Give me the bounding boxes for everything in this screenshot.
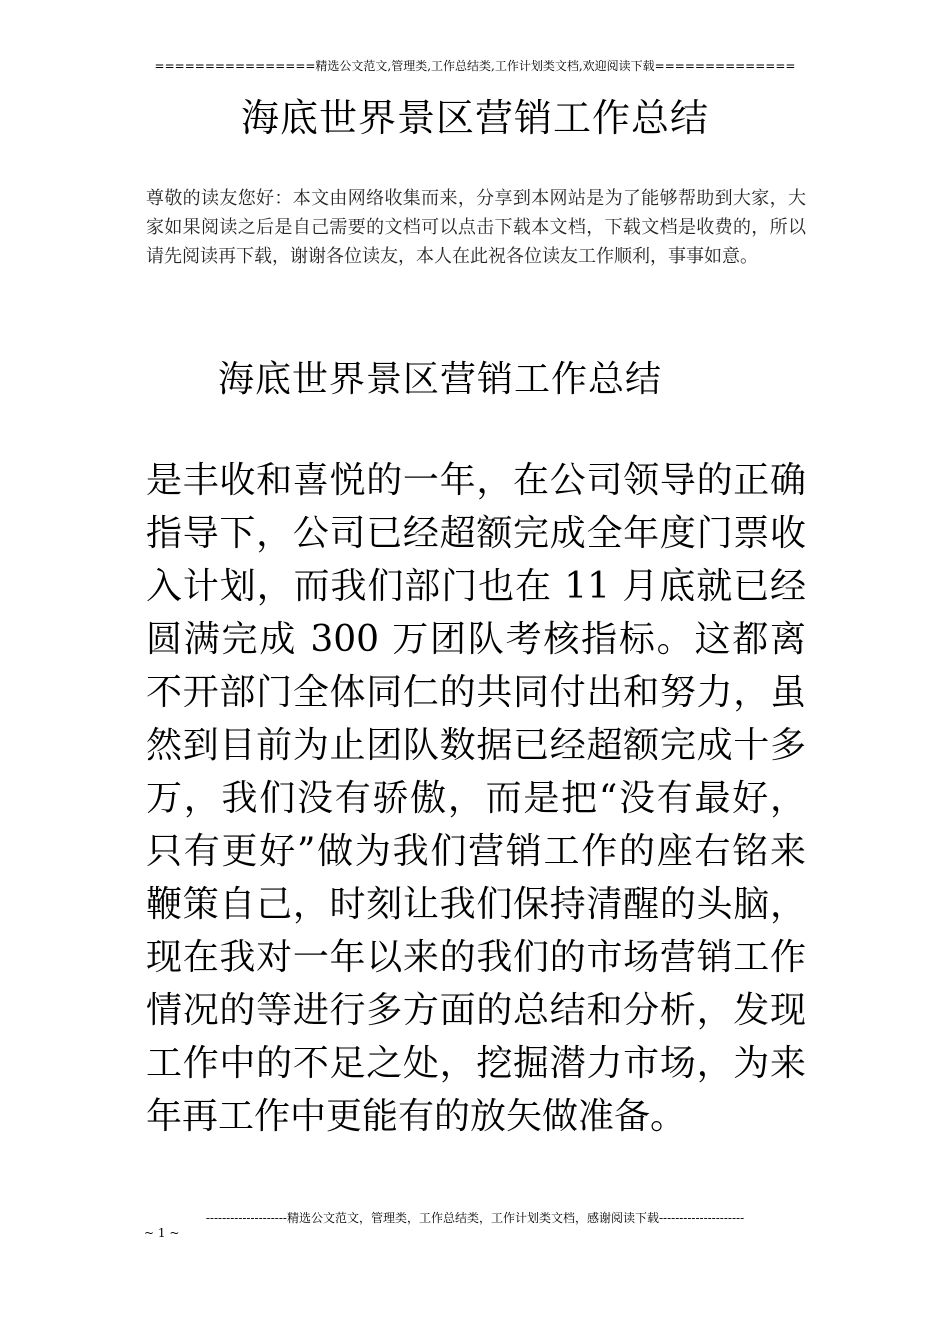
document-subtitle: 海底世界景区营销工作总结 (218, 359, 663, 400)
page-number: ~ 1 ~ (144, 1226, 180, 1240)
document-title: 海底世界景区营销工作总结 (240, 96, 709, 140)
body-paragraph: 是丰收和喜悦的一年，在公司领导的正确指导下，公司已经超额完成全年度门票收入计划，而我们部门也在 11 月底就已经圆满完成 300 万团队考核指标。这都离不开部门全体同仁的共同付出和努力，虽然到目前为止团队数据已经超额完成十多万，我们没有骄傲，而是把“没有最好，只有更好”做为我们营销工作的座右铭来鞭策自己，时刻让我们保持清醒的头脑，现在我对一年以来的我们的市场营销工作情况的等进行多方面的总结和分析，发现工作中的不足之处，挖掘潜力市场，为来年再工作中更能有的放矢做准备。 (146, 460, 806, 1137)
header-banner: ================精选公文范文,管理类,工作总结类,工作计划类文档,欢迎阅读下载============== (154, 59, 796, 73)
reader-notice: 尊敬的读友您好：本文由网络收集而来，分享到本网站是为了能够帮助到大家，大家如果阅读之后是自己需要的文档可以点击下载本文档，下载文档是收费的，所以请先阅读再下载，谢谢各位读友，本人在此祝各位读友工作顺利，事事如意。 (146, 188, 806, 267)
footer-banner: --------------------精选公文范文，管理类，工作总结类，工作计划类文档，感谢阅读下载--------------------- (205, 1211, 745, 1225)
